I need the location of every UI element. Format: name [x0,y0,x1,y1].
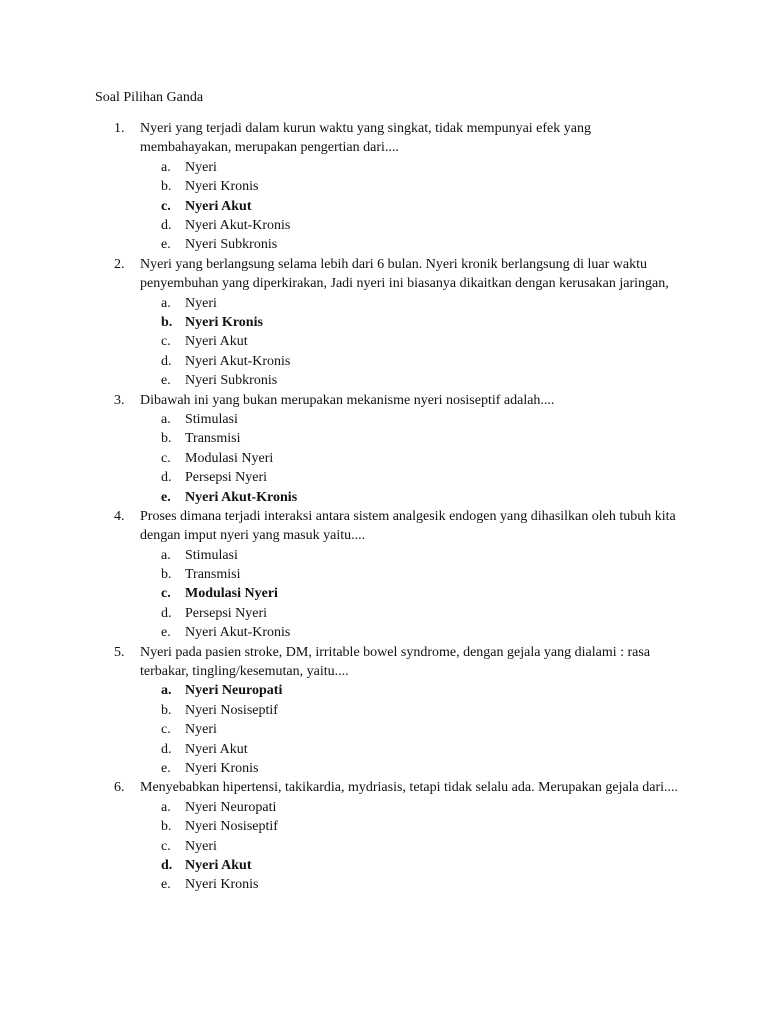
question-text: Nyeri pada pasien stroke, DM, irritable bowel syndrome, dengan gejala yang dialami : rasa terbakar, tingling/kesemutan, yaitu.... [140,644,651,680]
question-number: 1. [114,121,125,136]
option-letter: b. [161,431,172,447]
option-list [140,681,680,778]
option-letter: b. [161,567,172,583]
option-text: Nyeri Nosiseptif [185,702,278,718]
option-letter: a. [161,295,171,311]
option-text: Persepsi Nyeri [185,470,268,486]
option-text: Nyeri Neuropati [185,799,277,815]
option-text: Nyeri Akut [185,334,248,350]
option-letter: d. [161,605,172,621]
option-letter: c. [161,198,171,214]
question-1 [0,119,680,255]
option [140,177,680,196]
option-letter: e. [161,761,171,777]
option-text: Nyeri Subkronis [185,237,278,253]
option-letter: b. [161,179,172,195]
option-letter: a. [161,547,171,563]
option [140,235,680,254]
option-text: Nyeri Subkronis [185,373,278,389]
question-text: Menyebabkan hipertensi, takikardia, mydriasis, tetapi tidak selalu ada. Merupakan gejala dari.... [140,780,679,796]
option-list [140,410,680,507]
option-letter: c. [161,722,171,738]
option-letter: e. [161,625,171,641]
option-letter: d. [161,470,172,486]
option-letter: c. [161,838,171,854]
option-letter: a. [161,799,171,815]
option-text: Transmisi [185,431,241,447]
option [140,565,680,584]
option [140,449,680,468]
option-letter: c. [161,586,171,602]
option-text: Nyeri Akut-Kronis [185,489,298,505]
option-letter: c. [161,450,171,466]
option-letter: d. [161,741,172,757]
answer-option [140,681,680,700]
document-title: Soal Pilihan Ganda [95,90,204,105]
question-number: 4. [114,508,125,524]
option-text: Nyeri Kronis [185,314,263,330]
question-number: 6. [114,780,125,796]
option-text: Nyeri Kronis [185,179,259,195]
option [140,410,680,429]
option [140,740,680,759]
option-text: Transmisi [185,567,241,583]
option [140,837,680,856]
question-number: 2. [114,256,125,272]
option-text: Nyeri [185,159,217,175]
question-3 [0,391,680,507]
option [140,352,680,371]
option-text: Nyeri [185,722,217,738]
option [140,332,680,351]
option-letter: b. [161,314,173,330]
option [140,216,680,235]
question-text: Dibawah ini yang bukan merupakan mekanisme nyeri nosiseptif adalah.... [140,392,555,408]
option-text: Modulasi Nyeri [185,450,274,466]
answer-option [140,856,680,875]
option-letter: a. [161,159,171,175]
option-letter: e. [161,877,171,893]
option-list [140,158,680,255]
question-text: Proses dimana terjadi interaksi antara sistem analgesik endogen yang dihasilkan oleh tubuh kita dengan imput nyeri yang masuk yaitu.... [140,508,676,544]
option-letter: a. [161,683,172,699]
question-4 [0,507,680,643]
option-list [140,798,680,895]
option-letter: d. [161,858,173,873]
question-list [0,119,768,895]
question-text: Nyeri yang berlangsung selama lebih dari 6 bulan. Nyeri kronik berlangsung di luar waktu penyembuhan yang diperkirakan, Jadi nyeri ini biasanya dikaitkan dengan kerusakan jaringan, [140,256,669,292]
answer-option [140,197,680,216]
option [140,546,680,565]
option-text: Nyeri Nosiseptif [185,819,278,835]
answer-option [140,313,680,332]
option [140,701,680,720]
option [140,817,680,836]
option [140,468,680,487]
option [140,720,680,739]
option [140,875,680,894]
option [140,623,680,642]
option-list [140,294,680,391]
option [140,371,680,390]
option-text: Stimulasi [185,547,238,563]
answer-option [140,488,680,507]
option-letter: b. [161,819,172,835]
option [140,294,680,313]
option-text: Nyeri Akut-Kronis [185,217,291,233]
option-letter: e. [161,489,171,505]
option-letter: a. [161,411,171,427]
option-letter: e. [161,237,171,253]
option-text: Nyeri Kronis [185,761,259,777]
option-letter: c. [161,334,171,350]
option-text: Modulasi Nyeri [185,586,278,602]
option [140,604,680,623]
option-text: Nyeri Akut [185,198,252,214]
option-text: Nyeri Akut-Kronis [185,353,291,369]
option-letter: e. [161,373,171,389]
option-text: Nyeri [185,295,217,311]
option-text: Persepsi Nyeri [185,605,268,621]
option-text: Stimulasi [185,411,238,427]
option [140,158,680,177]
question-2 [0,255,680,391]
question-5 [0,643,680,779]
option-text: Nyeri Akut [185,741,248,757]
question-text: Nyeri yang terjadi dalam kurun waktu yang singkat, tidak mempunyai efek yang membahayakan, merupakan pengertian dari.... [140,121,591,156]
question-6 [0,778,680,894]
option-text: Nyeri Akut [185,858,252,873]
question-number: 3. [114,392,125,408]
answer-option [140,584,680,603]
option-text: Nyeri [185,838,217,854]
question-number: 5. [114,644,125,660]
option [140,798,680,817]
option-text: Nyeri Neuropati [185,683,283,699]
option-letter: d. [161,217,172,233]
option [140,429,680,448]
option-text: Nyeri Akut-Kronis [185,625,291,641]
option-letter: b. [161,702,172,718]
option-list [140,546,680,643]
option [140,759,680,778]
option-letter: d. [161,353,172,369]
option-text: Nyeri Kronis [185,877,259,893]
